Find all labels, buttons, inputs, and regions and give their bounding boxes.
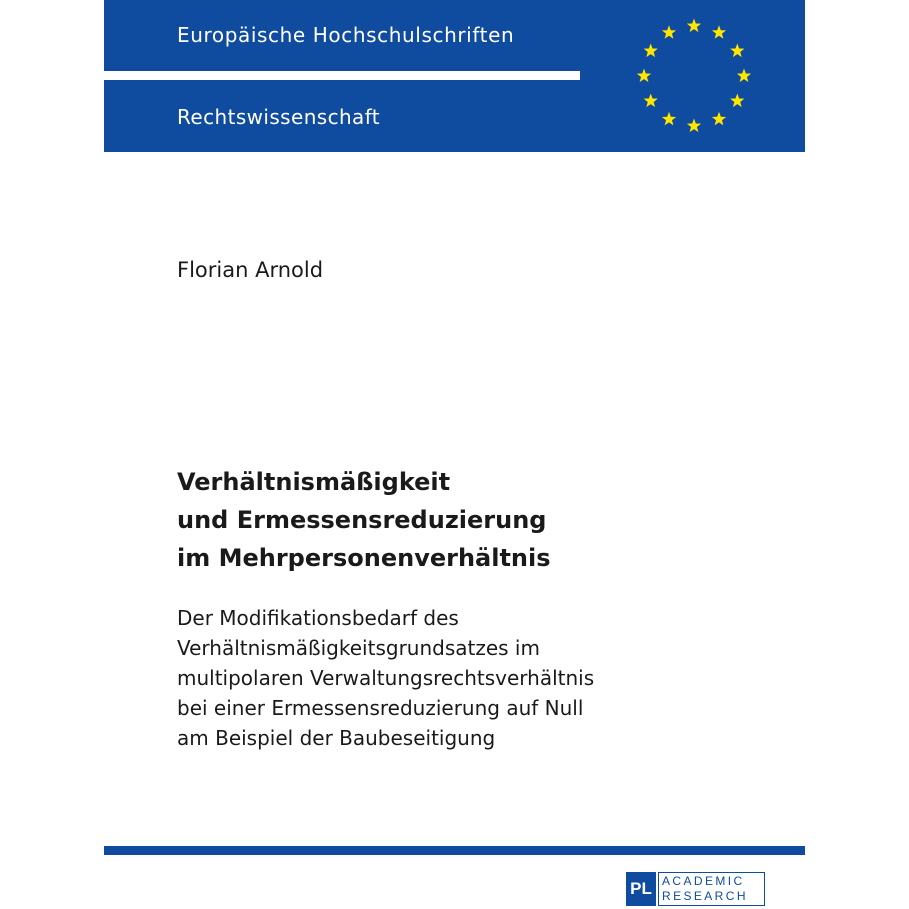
subtitle-line: am Beispiel der Baubeseitigung — [177, 726, 496, 750]
eu-star-circle-icon — [624, 10, 764, 140]
subtitle-line: bei einer Ermessensreduzierung auf Null — [177, 696, 584, 720]
subtitle-line: Der Modifikationsbedarf des — [177, 606, 459, 630]
title-line: und Ermessensreduzierung — [177, 506, 547, 534]
publisher-logo — [626, 872, 765, 906]
star-icon — [644, 94, 658, 108]
subtitle-line: multipolaren Verwaltungsrechtsverhältnis — [177, 666, 595, 690]
series-banner — [104, 0, 805, 152]
star-icon — [644, 44, 658, 58]
star-icon — [712, 112, 726, 126]
star-icon — [730, 44, 744, 58]
book-subtitle — [177, 603, 797, 753]
bottom-rule — [104, 846, 805, 855]
book-title — [177, 463, 777, 577]
star-icon — [730, 94, 744, 108]
publisher-line-1: ACADEMIC — [662, 874, 745, 888]
publisher-wordmark — [658, 872, 765, 906]
author-name: Florian Arnold — [177, 258, 324, 282]
publisher-mark: PL — [626, 872, 656, 906]
star-icon — [712, 25, 726, 39]
star-icon — [737, 69, 751, 83]
series-subtitle: Rechtswissenschaft — [177, 105, 381, 129]
publisher-line-2: RESEARCH — [662, 889, 748, 903]
star-icon — [637, 69, 651, 83]
title-line: Verhältnismäßigkeit — [177, 468, 451, 496]
star-icon — [662, 25, 676, 39]
series-title: Europäische Hochschulschriften — [177, 23, 515, 47]
banner-divider — [104, 71, 580, 80]
star-icon — [662, 112, 676, 126]
subtitle-line: Verhältnismäßigkeitsgrundsatzes im — [177, 636, 540, 660]
title-line: im Mehrpersonenverhältnis — [177, 544, 551, 572]
star-icon — [687, 119, 701, 133]
star-icon — [687, 19, 701, 33]
